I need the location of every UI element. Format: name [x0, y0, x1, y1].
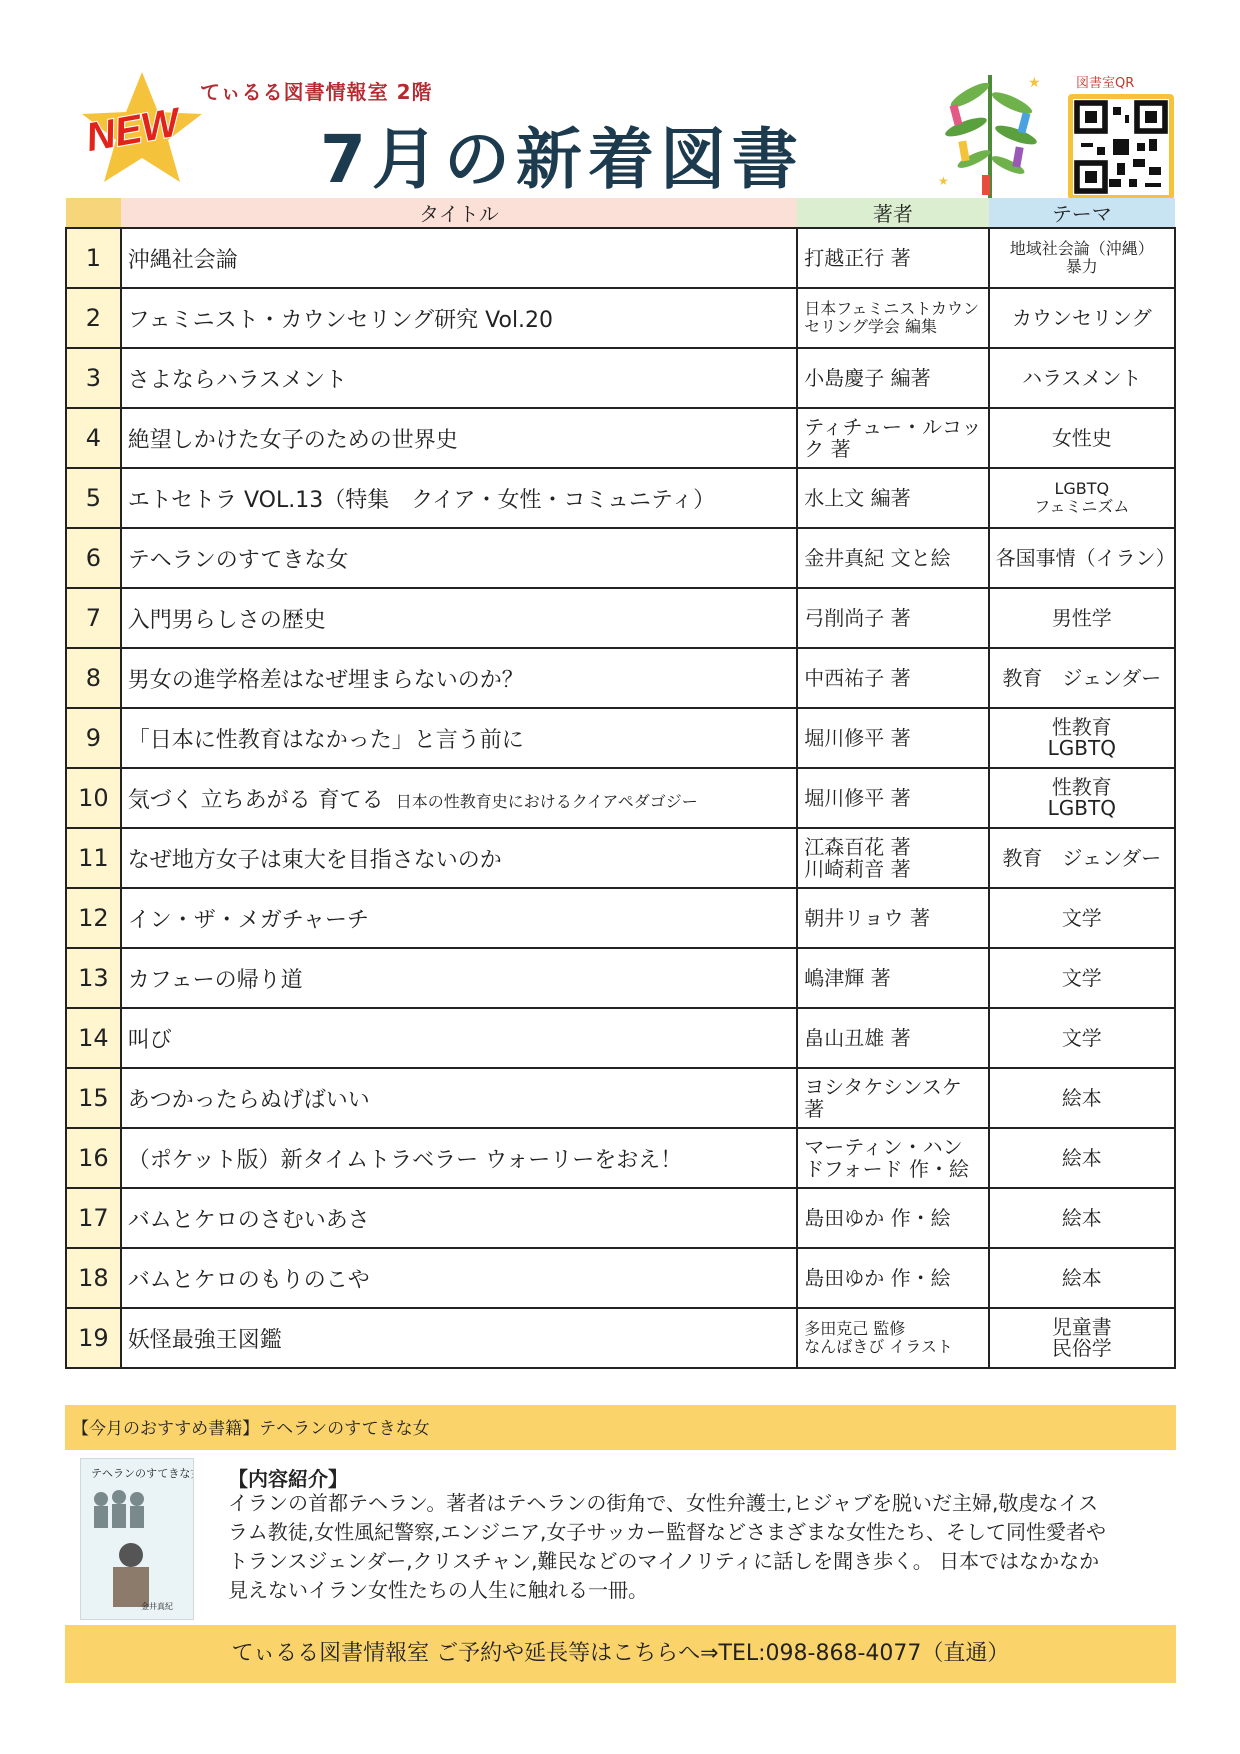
intro-heading: 【内容紹介】: [228, 1467, 348, 1491]
table-row: [66, 408, 1175, 468]
table-row: [66, 348, 1175, 408]
recommend-label: 【今月のおすすめ書籍】テヘランのすてきな女: [72, 1419, 430, 1439]
row-number: 13: [66, 948, 121, 1008]
book-theme: 絵本: [989, 1188, 1175, 1248]
book-theme: 女性史: [989, 408, 1175, 468]
header-author: 著者: [797, 198, 988, 228]
cover-title: テヘランのすてきな女: [91, 1467, 193, 1480]
table-row: [66, 888, 1175, 948]
book-author: 小島慶子 編著: [797, 348, 988, 408]
book-title-text: なぜ地方女子は東大を目指さないのか: [127, 847, 502, 873]
book-theme: 児童書 民俗学: [989, 1308, 1175, 1368]
book-theme: 各国事情（イラン）: [989, 528, 1175, 588]
book-title-text: 入門男らしさの歴史: [127, 607, 326, 633]
book-author: 中西祐子 著: [797, 648, 988, 708]
book-title: [121, 1248, 798, 1308]
book-title-text: さよならハラスメント: [127, 367, 348, 393]
qr-label: 図書室QR: [1076, 76, 1135, 91]
book-author: 江森百花 著 川崎莉音 著: [797, 828, 988, 888]
book-author: ティチュー・ルコック 著: [797, 408, 988, 468]
book-theme: 絵本: [989, 1128, 1175, 1188]
book-theme: 性教育 LGBTQ: [989, 768, 1175, 828]
book-title-text: エトセトラ VOL.13（特集 クイア・女性・コミュニティ）: [127, 487, 716, 513]
book-author: 畠山丑雄 著: [797, 1008, 988, 1068]
book-cover-image: [80, 1458, 194, 1620]
svg-text:★: ★: [938, 174, 949, 188]
row-number: 14: [66, 1008, 121, 1068]
new-label: NEW: [82, 100, 183, 161]
book-title: [121, 1128, 798, 1188]
table-row: [66, 228, 1175, 288]
book-author: ヨシタケシンスケ 著: [797, 1068, 988, 1128]
table-row: [66, 1068, 1175, 1128]
book-title: [121, 468, 798, 528]
book-theme: 文学: [989, 1008, 1175, 1068]
row-number: 17: [66, 1188, 121, 1248]
table-row: [66, 708, 1175, 768]
book-title-text: カフェーの帰り道: [127, 967, 303, 993]
qr-code-icon: [1073, 99, 1169, 195]
intro-text: イランの首都テヘラン。著者はテヘランの街角で、女性弁護士,ヒジャブを脱いだ主婦,敬虔なイスラム教徒,女性風紀警察,エンジニア,女子サッカー監督などさまざまな女性たち、そして同性愛者やトランスジェンダー,クリスチャン,難民などのマイノリティに話しを聞き歩く。 日本ではなかなか見えないイラン女性たちの人生に触れる一冊。: [228, 1491, 1106, 1602]
book-title: [121, 528, 798, 588]
row-number: 19: [66, 1308, 121, 1368]
table-row: [66, 1128, 1175, 1188]
book-author: 金井真紀 文と絵: [797, 528, 988, 588]
book-theme: 文学: [989, 888, 1175, 948]
book-author: 嶋津輝 著: [797, 948, 988, 1008]
row-number: 7: [66, 588, 121, 648]
book-author: 島田ゆか 作・絵: [797, 1248, 988, 1308]
book-title-text: あつかったらぬげばいい: [127, 1087, 370, 1113]
book-title-text: 男女の進学格差はなぜ埋まらないのか？: [127, 667, 524, 693]
table-row: [66, 1248, 1175, 1308]
book-title-text: テヘランのすてきな女: [127, 547, 349, 573]
table-row: [66, 1308, 1175, 1368]
book-title-text: 気づく 立ちあがる 育てる: [127, 787, 384, 813]
book-theme: 絵本: [989, 1248, 1175, 1308]
book-author: 水上文 編著: [797, 468, 988, 528]
book-title: [121, 948, 798, 1008]
row-number: 4: [66, 408, 121, 468]
book-theme: ハラスメント: [989, 348, 1175, 408]
book-title: [121, 408, 798, 468]
book-title-text: 妖怪最強王図鑑: [127, 1327, 282, 1353]
book-title: [121, 768, 798, 828]
book-author: 島田ゆか 作・絵: [797, 1188, 988, 1248]
book-title-text: フェミニスト・カウンセリング研究 Vol.20: [127, 307, 554, 333]
book-theme: 教育 ジェンダー: [989, 648, 1175, 708]
row-number: 12: [66, 888, 121, 948]
svg-text:★: ★: [1028, 75, 1041, 91]
book-title-text: （ポケット版）新タイムトラベラー ウォーリーをおえ！: [127, 1147, 683, 1173]
book-author: 堀川修平 著: [797, 708, 988, 768]
table-body: [66, 228, 1175, 1368]
book-theme: 絵本: [989, 1068, 1175, 1128]
book-title: [121, 828, 798, 888]
book-author: 打越正行 著: [797, 228, 988, 288]
tanabata-bamboo-illustration: [930, 65, 1050, 205]
row-number: 18: [66, 1248, 121, 1308]
book-author: 弓削尚子 著: [797, 588, 988, 648]
table-row: [66, 768, 1175, 828]
table-row: [66, 648, 1175, 708]
book-title-text: 叫び: [127, 1027, 172, 1053]
table-header-row: [66, 198, 1175, 228]
library-qr-code[interactable]: [1068, 94, 1174, 200]
cover-author: 金井真紀: [141, 1602, 173, 1611]
book-author: マーティン・ハンドフォード 作・絵: [797, 1128, 988, 1188]
table-row: [66, 588, 1175, 648]
row-number: 8: [66, 648, 121, 708]
book-title: [121, 1188, 798, 1248]
book-title-text: バムとケロのもりのこや: [127, 1267, 370, 1293]
row-number: 5: [66, 468, 121, 528]
header-theme: テーマ: [989, 198, 1175, 228]
page-title: 7月の新着図書: [320, 121, 804, 198]
row-number: 9: [66, 708, 121, 768]
book-title: [121, 648, 798, 708]
book-title: [121, 288, 798, 348]
book-title-text: 「日本に性教育はなかった」と言う前に: [127, 727, 524, 753]
table-row: [66, 828, 1175, 888]
contact-footer: てぃるる図書情報室 ご予約や延長等はこちらへ⇒TEL:098-868-4077（直通）: [65, 1625, 1176, 1683]
book-theme: LGBTQ フェミニズム: [989, 468, 1175, 528]
table-row: [66, 528, 1175, 588]
book-theme: 性教育 LGBTQ: [989, 708, 1175, 768]
book-title: [121, 1308, 798, 1368]
header-number: [66, 198, 121, 228]
table-row: [66, 468, 1175, 528]
new-books-table: [65, 198, 1176, 1369]
book-author: 多田克己 監修 なんばきび イラスト: [797, 1308, 988, 1368]
book-title: [121, 228, 798, 288]
table-row: [66, 288, 1175, 348]
book-title: [121, 1008, 798, 1068]
header-title: タイトル: [121, 198, 798, 228]
book-title: [121, 708, 798, 768]
book-title-text: バムとケロのさむいあさ: [127, 1207, 370, 1233]
row-number: 2: [66, 288, 121, 348]
row-number: 1: [66, 228, 121, 288]
book-theme: 教育 ジェンダー: [989, 828, 1175, 888]
row-number: 15: [66, 1068, 121, 1128]
table-row: [66, 948, 1175, 1008]
row-number: 6: [66, 528, 121, 588]
book-title-text: 絶望しかけた女子のための世界史: [127, 427, 458, 453]
book-theme: 文学: [989, 948, 1175, 1008]
book-title: [121, 1068, 798, 1128]
row-number: 10: [66, 768, 121, 828]
book-theme: 地域社会論（沖縄） 暴力: [989, 228, 1175, 288]
table-row: [66, 1188, 1175, 1248]
book-title-text: 沖縄社会論: [127, 247, 238, 273]
new-star-badge: [80, 70, 215, 195]
book-title: [121, 348, 798, 408]
book-author: 堀川修平 著: [797, 768, 988, 828]
table-row: [66, 1008, 1175, 1068]
row-number: 3: [66, 348, 121, 408]
row-number: 11: [66, 828, 121, 888]
book-title: [121, 588, 798, 648]
book-title: [121, 888, 798, 948]
book-subtitle-text: 日本の性教育史におけるクイアペダゴジー: [395, 791, 698, 811]
book-theme: カウンセリング: [989, 288, 1175, 348]
library-floor-label: てぃるる図書情報室 2階: [200, 80, 433, 104]
row-number: 16: [66, 1128, 121, 1188]
book-theme: 男性学: [989, 588, 1175, 648]
book-author: 朝井リョウ 著: [797, 888, 988, 948]
book-author: 日本フェミニストカウンセリング学会 編集: [797, 288, 988, 348]
book-title-text: イン・ザ・メガチャーチ: [127, 907, 370, 933]
